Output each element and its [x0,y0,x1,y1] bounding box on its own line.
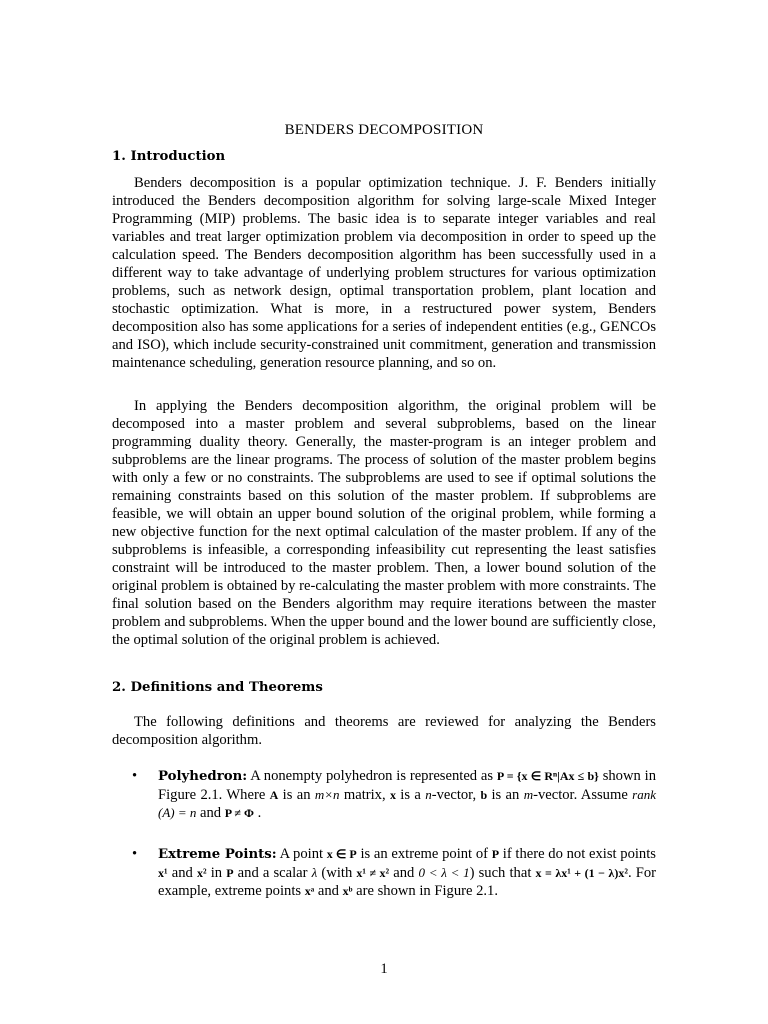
term-polyhedron: Polyhedron: [158,769,248,784]
math-m: m [523,787,534,802]
text-fragment: if there do not exist points [499,846,656,862]
text-fragment: and [196,805,225,821]
text-fragment: is an [487,787,524,803]
text-fragment: A point [276,846,327,862]
section-heading-definitions: 2. Definitions and Theorems [112,680,323,695]
section-heading-introduction: 1. Introduction [112,149,226,164]
math-convex-combination: x = λx¹ + (1 − λ)x² [535,866,628,880]
text-fragment: is an extreme point of [356,846,492,862]
bullet-extreme-points [158,845,656,900]
paragraph-benders-process: In applying the Benders decomposition algorithm, the original problem will be decomposed into a master problem and several subproblems, based on the linear programming duality theory. Generally, the master-program is an integer problem and subproblems are the linear programs. The process of solution of the master problem begins with only a few or no constraints. The subproblems are used to see if optimal solutions the remaining constraints based on this solution of the master problem. If subproblems are feasible, we will obtain an upper bound solution of the original problem, while forming a new objective function for the next optimal calculation of the master problem. If any of the subproblems is infeasible, a corresponding infeasibility cut representing the least satisfies constraint will be introduced to the master problem. Then, a lower bound solution of the original problem is obtained by re-calculating the master problem with more constraints. The final solution based on the Benders algorithm may require iterations between the master problem and subproblems. When the upper bound and the lower bound are sufficiently close, the optimal solution of the original problem is achieved. [112,398,656,648]
math-matrix-a: A [269,788,279,802]
text-fragment: -vector. Assume [533,787,633,803]
math-x1-not-x2: x¹ ≠ x² [356,866,390,880]
math-polyhedron-definition: P = {x ∈ Rⁿ|Ax ≤ b} [496,769,599,783]
math-x2: x² [196,866,207,880]
math-vector-b: b [480,788,488,802]
paragraph-definitions-intro: The following definitions and theorems are reviewed for analyzing the Benders decomposition algorithm. [112,714,656,748]
bullet-marker: • [132,846,138,862]
bullet-marker: • [132,768,138,784]
text-fragment: shown in Figure 2.1. Where [158,768,656,803]
text-fragment: (with [317,865,357,881]
text-fragment: in [206,865,227,881]
math-xa: xᵃ [304,884,315,898]
text-fragment: A nonempty polyhedron is represented as [247,768,497,784]
text-fragment: is an [278,787,315,803]
math-p: P [226,866,234,880]
text-fragment: are shown in Figure 2.1. [352,883,498,899]
math-lambda-range: 0 < λ < 1 [418,865,470,880]
text-fragment: and [314,883,343,899]
math-m-by-n: m×n [314,787,340,802]
text-fragment: and [167,865,197,881]
math-lambda: λ [311,865,318,880]
math-x1: x¹ [158,866,168,880]
bullet-polyhedron [158,767,656,822]
math-vector-x: x [389,788,396,802]
math-p-nonempty: P ≠ Φ [224,806,254,820]
math-rank-condition: rank (A) = n [158,787,656,820]
text-fragment: . [253,805,262,821]
text-fragment: and [389,865,419,881]
paragraph-introduction: Benders decomposition is a popular optimization technique. J. F. Benders initially introduced the Benders decomposition algorithm for solving large-scale Mixed Integer Programming (MIP) problems. The basic idea is to separate integer variables and real variables and treat larger optimization problem via decomposition in order to speed up the calculation speed. The Benders decomposition algorithm has been successfully used in a different way to take advantage of underlying problem structures for various optimization problems, such as network design, optimal transportation problem, plant location and stochastic optimization. What is more, in a restructured power system, Benders decomposition also has some applications for a series of independent entities (e.g., GENCOs and ISO), which include security-constrained unit commitment, generation and transmission maintenance scheduling, generation resource planning, and so on. [112,175,656,371]
page-number: 1 [380,961,388,977]
text-fragment: is a [395,787,426,803]
term-extreme-points: Extreme Points: [158,847,277,862]
document-title: BENDERS DECOMPOSITION [284,122,484,138]
text-fragment: -vector, [431,787,481,803]
math-x-in-p: x ∈ P [326,847,357,861]
text-fragment: matrix, [339,787,390,803]
text-fragment: and a scalar [233,865,312,881]
math-xb: xᵇ [342,884,353,898]
text-fragment: . For example, extreme points [158,865,656,899]
math-p: P [491,847,500,861]
math-n: n [425,787,432,802]
text-fragment: ) such that [469,865,536,881]
